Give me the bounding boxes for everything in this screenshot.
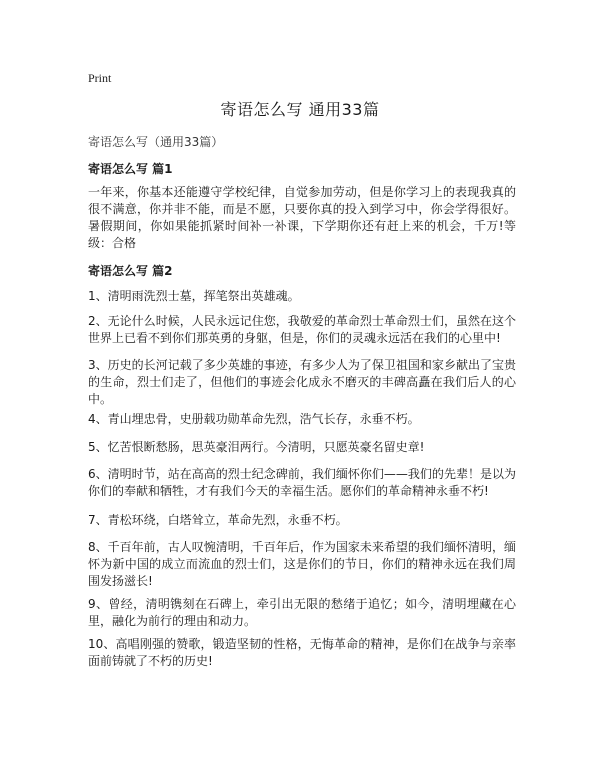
page-title: 寄语怎么写 通用33篇 [220,100,380,119]
list-item: 5、忆苦恨断愁肠，思英豪泪两行。今清明，只愿英豪名留史章! [88,440,425,454]
section-heading-2: 寄语怎么写 篇2 [88,264,173,278]
list-item: 8、千百年前，古人叹惋清明，千百年后，作为国家未来希望的我们缅怀清明，缅怀为新中国的成立而流血的烈士们，这是你们的节日，你们的精神永远在我们周围发扬滋长! [88,540,516,588]
list-item: 10、高唱刚强的赞歌，锻造坚韧的性格，无悔革命的精神，是你们在战争与亲率面前铸就了不朽的历史! [88,637,516,668]
list-item: 3、历史的长河记载了多少英雄的事迹，有多少人为了保卫祖国和家乡献出了宝贵的生命，烈士们走了，但他们的事迹会化成永不磨灭的丰碑高矗在我们后人的心中。 [88,358,516,406]
list-item: 1、清明雨洗烈士墓，挥笔祭出英雄魂。 [88,289,300,303]
section-1-paragraph: 一年来，你基本还能遵守学校纪律，自觉参加劳动，但是你学习上的表现我真的很不满意，你并非不能，而是不愿，只要你真的投入到学习中，你会学得很好。暑假期间，你如果能抓紧时间补一补课，下学期你还有赶上来的机会，千万!等级：合格 [88,185,516,250]
list-item: 9、曾经，清明镌刻在石碑上，牵引出无限的愁绪于追忆；如今，清明埋藏在心里，融化为前行的理由和动力。 [88,597,516,628]
list-item: 6、清明时节，站在高高的烈士纪念碑前，我们缅怀你们——我们的先辈！是以为你们的奉献和牺牲，才有我们今天的幸福生活。愿你们的革命精神永垂不朽! [88,467,516,498]
list-item: 2、无论什么时候，人民永远记住您，我敬爱的革命烈士革命烈士们，虽然在这个世界上已看不到你们那英勇的身躯，但是，你们的灵魂永远活在我们的心里中! [88,314,516,345]
list-item: 4、青山埋忠骨，史册载功勋革命先烈，浩气长存，永垂不朽。 [88,412,420,426]
document-subtitle: 寄语怎么写（通用33篇） [88,135,224,149]
list-item: 7、青松环绕，白塔耸立，革命先烈，永垂不朽。 [88,513,348,527]
section-heading-1: 寄语怎么写 篇1 [88,162,173,176]
print-link[interactable]: Print [88,71,112,85]
